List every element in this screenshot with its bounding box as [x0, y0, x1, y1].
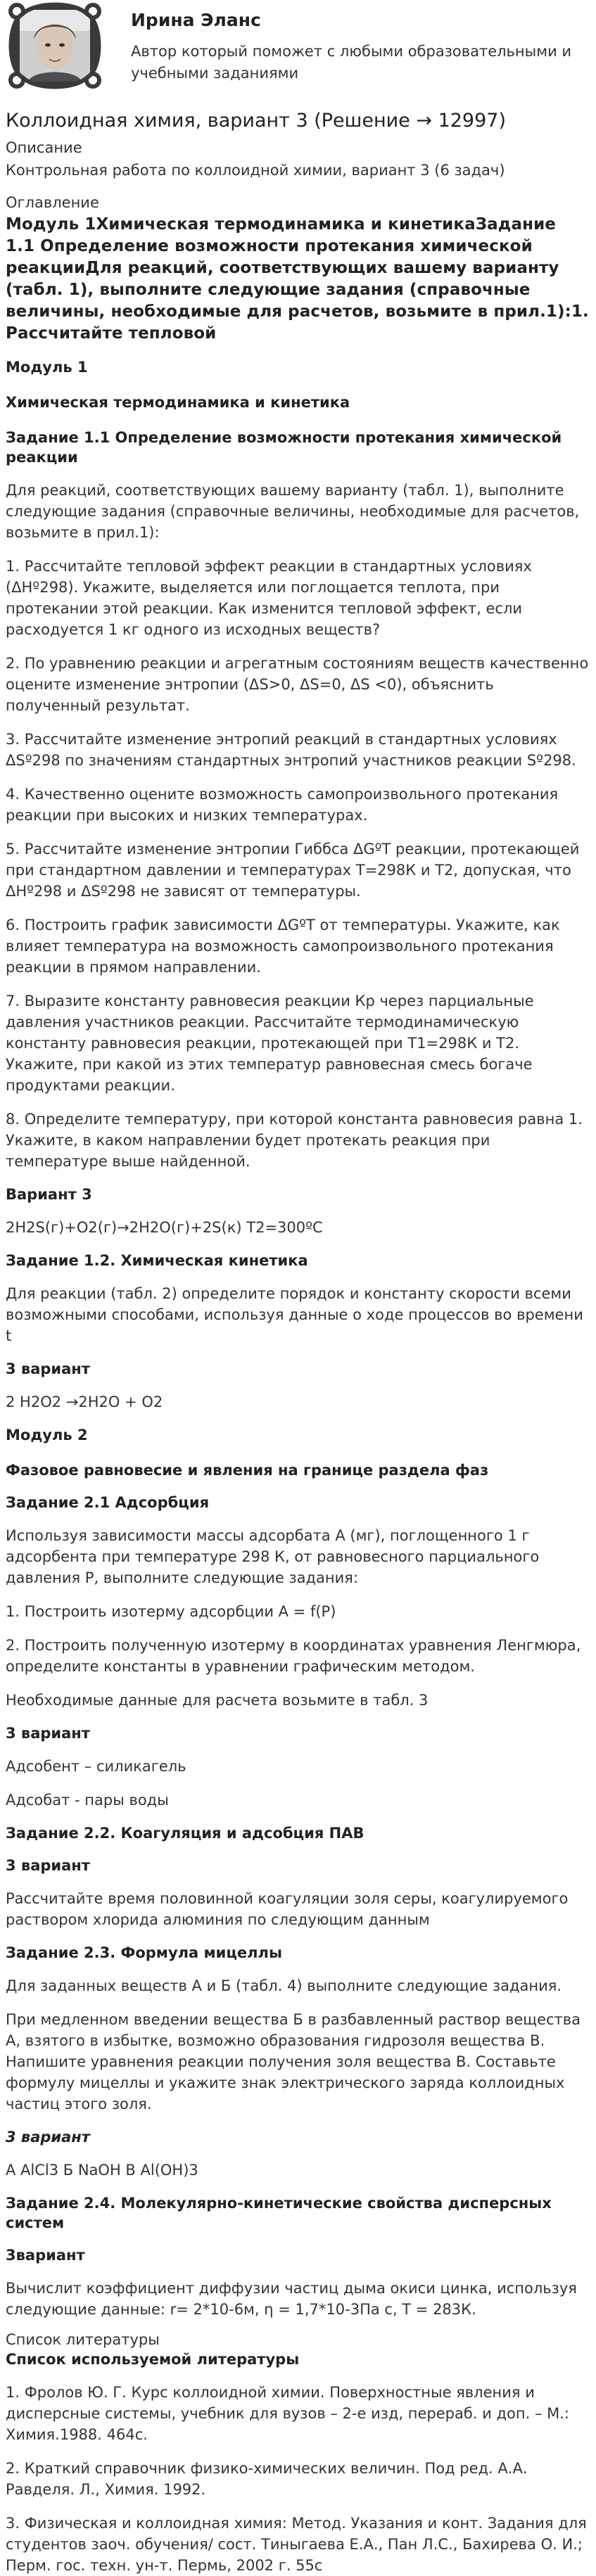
task-1-2-reaction: 2 H2O2 →2H2O + O2	[6, 1394, 163, 1410]
literature-item: 3. Физическая и коллоидная химия: Метод. Указания и конт. Задания для студентов заоч. обучения/ сост. Тиныгаева Е.А., Пан Л.С., Бахирева О. И.; Перм. гос. техн. ун-т. Пермь, 2002 г. 55с	[6, 2515, 587, 2574]
task-2-3-variant: 3 вариант	[6, 2129, 90, 2145]
task-1-1-item: 8. Определите температуру, при которой константа равновесия равна 1. Укажите, в каком направлении будет протекать реакция при температуре выше найденной.	[6, 1111, 583, 1170]
author-card	[6, 0, 589, 98]
task-2-1-title: Задание 2.1 Адсорбция	[6, 1494, 210, 1511]
task-2-3-text: При медленном введении вещества Б в разбавленный раствор вещества А, взятого в избытке, возможно образования гидрозоля вещества В. Напишите уравнения реакции получения золя вещества В. Составьте формулу мицеллы и укажите знак электрического заряда коллоидных частиц этого золя.	[6, 2011, 581, 2112]
task-2-4-title: Задание 2.4. Молекулярно-кинетические свойства дисперсных систем	[6, 2195, 552, 2231]
task-2-1-text: Используя зависимости массы адсорбата А (мг), поглощенного 1 г адсорбента при температуре 298 К, от равновесного парциального давления Р, выполните следующие задания:	[6, 1527, 540, 1586]
task-1-1-item: 7. Выразите константу равновесия реакции Кр через парциальные давления участников реакции. Рассчитайте термодинамическую константу равновесия реакции, протекающей при Т1=298К и Т2. Укажите, при какой из этих температур равновесная смесь богаче продуктами реакции.	[6, 993, 534, 1094]
task-2-1-note: Необходимые данные для расчета возьмите в табл. 3	[6, 1692, 429, 1709]
task-1-2-variant: 3 вариант	[6, 1360, 90, 1377]
task-2-3-text: Для заданных веществ А и Б (табл. 4) выполните следующие задания.	[6, 1977, 562, 1994]
toc-label: Оглавление	[6, 194, 99, 211]
variant-3-reaction: 2H2S(г)+O2(г)→2H2O(г)+2S(к) Т2=300ºС	[6, 1219, 323, 1236]
task-2-3-substances: А AlCl3 Б NaOH В Al(OH)3	[6, 2162, 198, 2179]
task-1-2-title: Задание 1.2. Химическая кинетика	[6, 1252, 308, 1269]
task-2-1-item: 1. Построить изотерму адсорбции А = f(P)	[6, 1603, 336, 1620]
module-2-title: Фазовое равновесие и явления на границе раздела фаз	[6, 1462, 489, 1479]
module-2-heading: Модуль 2	[6, 1427, 88, 1443]
task-1-1-item: 6. Построить график зависимости ΔGºТ от температуры. Укажите, как влияет температура на возможность самопроизвольного протекания реакции в прямом направлении.	[6, 917, 560, 976]
task-1-1-item: 2. По уравнению реакции и агрегатным состояниям веществ качественно оцените изменение энтропии (ΔS>0, ΔS=0, ΔS <0), объяснить полученный результат.	[6, 655, 589, 714]
task-2-1-adsorbent: Адсобент – силикагель	[6, 1758, 186, 1775]
description-label: Описание	[6, 139, 82, 156]
avatar-frame-icon	[7, 1, 103, 90]
task-2-3-title: Задание 2.3. Формула мицеллы	[6, 1944, 282, 1961]
task-1-2-text: Для реакции (табл. 2) определите порядок и константу скорости всеми возможными способами, используя данные о ходе процессов во времени t	[6, 1285, 583, 1344]
module-1-heading: Модуль 1	[6, 359, 88, 376]
literature-item: 1. Фролов Ю. Г. Курс коллоидной химии. Поверхностные явления и дисперсные системы, учебник для вузов – 2-е изд, перераб. и доп. – М.: Химия.1988. 464с.	[6, 2384, 569, 2443]
author-name[interactable]: Ирина Эланс	[131, 10, 261, 30]
task-1-1-item: 4. Качественно оцените возможность самопроизвольного протекания реакции при высоких и низких температурах.	[6, 786, 559, 824]
task-2-2-title: Задание 2.2. Коагуляция и адсобция ПАВ	[6, 1825, 364, 1842]
author-avatar[interactable]	[7, 1, 103, 90]
task-2-2-text: Рассчитайте время половинной коагуляции золя серы, коагулируемого раствором хлорида алюминия по следующим данным	[6, 1890, 569, 1928]
toc-text: Модуль 1Химическая термодинамика и кинетикаЗадание 1.1 Определение возможности протекания химической реакцииДля реакций, соответствующих вашему варианту (табл. 1), выполните следующие задания (справочные величины, необходимые для расчетов, возьмите в прил.1):1. Рассчитайте тепловой	[6, 215, 589, 343]
work-content	[6, 357, 589, 2320]
task-1-1-item: 5. Рассчитайте изменение энтропии Гиббса ΔGºТ реакции, протекающей при стандартном давлении и температурах Т=298К и Т2, допуская, что ΔНº298 и ΔSº298 не зависят от температуры.	[6, 841, 580, 900]
task-1-1-intro: Для реакций, соответствующих вашему варианту (табл. 1), выполните следующие задания (справочные величины, необходимые для расчетов, возьмите в прил.1):	[6, 482, 580, 541]
task-2-1-variant: 3 вариант	[6, 1725, 90, 1742]
literature-heading: Список используемой литературы	[6, 2351, 300, 2368]
task-2-4-text: Вычислит коэффициент диффузии частиц дыма окиси цинка, используя следующие данные: r= 2*10-6м, η = 1,7*10-3Па с, Т = 283К.	[6, 2280, 577, 2318]
task-1-1-item: 3. Рассчитайте изменение энтропий реакций в стандартных условиях ΔSº298 по значениям стандартных энтропий участников реакции Sº298.	[6, 731, 576, 769]
literature-label: Список литературы	[6, 2331, 160, 2348]
author-description: Автор который поможет с любыми образовательными и учебными заданиями	[131, 43, 572, 82]
module-1-title: Химическая термодинамика и кинетика	[6, 394, 350, 411]
description-text: Контрольная работа по коллоидной химии, вариант 3 (6 задач)	[6, 162, 505, 179]
task-2-2-variant: 3 вариант	[6, 1857, 90, 1874]
literature-item: 2. Краткий справочник физико-химических величин. Под ред. А.А. Равделя. Л., Химия. 1992.	[6, 2460, 528, 2498]
task-2-1-item: 2. Построить полученную изотерму в координатах уравнения Ленгмюра, определите константы в уравнении графическим методом.	[6, 1637, 581, 1675]
literature	[6, 2349, 589, 2576]
work-title: Коллоидная химия, вариант 3 (Решение → 12997)	[6, 110, 506, 132]
task-2-1-adsorbate: Адсобат - пары воды	[6, 1792, 169, 1809]
task-1-1-title: Задание 1.1 Определение возможности протекания химической реакции	[6, 429, 562, 466]
variant-3-heading: Вариант 3	[6, 1186, 92, 1203]
author-info	[131, 1, 581, 84]
task-1-1-item: 1. Рассчитайте тепловой эффект реакции в стандартных условиях (ΔНº298). Укажите, выделяется или поглощается теплота, при протекании этой реакции. Как изменится тепловой эффект, если расходуется 1 кг одного из исходных веществ?	[6, 558, 532, 638]
task-2-4-variant: 3вариант	[6, 2247, 85, 2264]
